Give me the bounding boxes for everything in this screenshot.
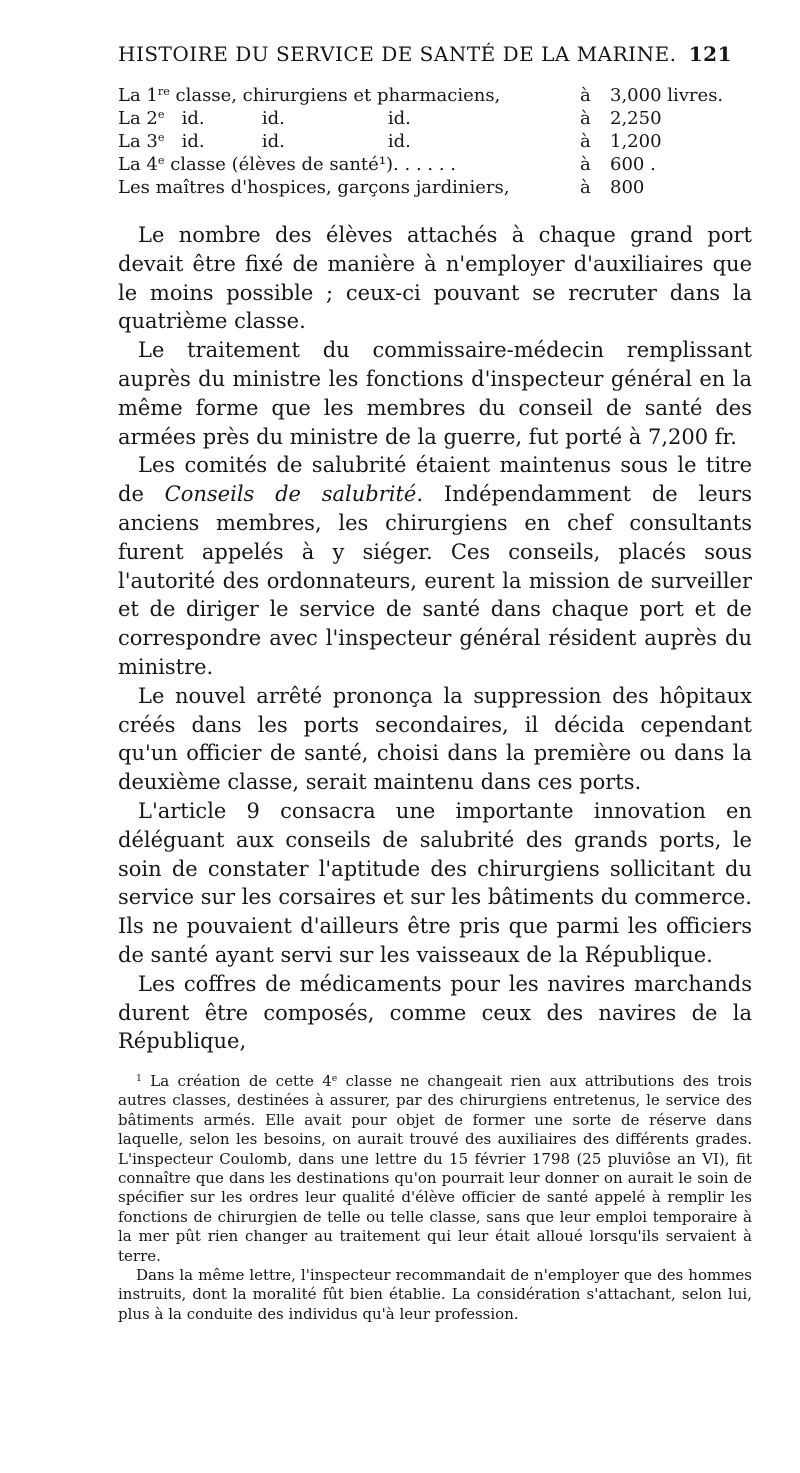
- salary-label: La 4: [118, 154, 158, 175]
- salary-row: [118, 107, 723, 130]
- footnote-text: La création de cette 4: [141, 1072, 332, 1090]
- salary-label: La 3: [118, 131, 158, 152]
- salary-description: id. id. id.: [164, 108, 411, 129]
- salary-description: id. id. id.: [164, 131, 411, 152]
- page-number: 121: [688, 42, 732, 66]
- paragraph: Le nouvel arrêté prononça la suppression des hôpitaux créés dans les ports secondaires, il décida cependant qu'un officier de santé, choisi dans la première ou dans la deuxième classe, serait maintenu dans ces ports.: [118, 683, 752, 795]
- paragraph: Les coffres de médicaments pour les navires marchands durent être composés, comme ceux des navires de la République,: [118, 971, 752, 1054]
- salary-row: [118, 130, 723, 153]
- footnote: Dans la même lettre, l'inspecteur recommandait de n'employer que des hommes instruits, dont la moralité fût bien établie. La considération s'attachant, selon lui, plus à la conduite des individus qu'à leur profession.: [118, 1266, 752, 1323]
- salary-row: [118, 176, 723, 199]
- paragraph: [118, 451, 752, 681]
- ordinal-suffix: re: [157, 84, 170, 98]
- body-text: [118, 221, 752, 1056]
- salary-amount: 800: [610, 177, 645, 198]
- paragraph: Le nombre des élèves attachés à chaque grand port devait être fixé de manière à n'employer d'auxiliaires que le moins possible ; ceux-ci pouvant se recruter dans la quatrième classe.: [118, 223, 752, 334]
- italic-term: Conseils de salubrité.: [164, 482, 424, 507]
- paragraph-text: Indépendamment de leurs anciens membres, les chirurgiens en chef consultants furent appelés à y siéger. Ces conseils, placés sous l'autorité des ordonnateurs, eurent la mission de surveiller et de diriger le service de santé dans chaque port et de correspondre avec l'inspecteur général résident auprès du ministre.: [118, 482, 752, 679]
- footnote: [118, 1072, 752, 1266]
- running-header: [118, 42, 732, 66]
- footnote-text: classe ne changeait rien aux attributions des trois autres classes, destinées à assurer, par des chirurgiens entretenus, le service des bâtiments armés. Elle avait pour objet de former une sorte de réserve dans laquelle, selon les besoins, on aurait trouvé des auxiliaires des différents grades. L'inspecteur Coulomb, dans une lettre du 15 février 1798 (25 pluviôse an VI), fit connaître que dans les destinations qu'on pourrait leur donner on aurait le soin de spécifier sur les ordres leur qualité d'élève officier de santé appelé à remplir les fonctions de chirurgien de telle ou telle classe, sans que leur emploi temporaire à la mer pût rien changer au traitement qui leur était alloué lorsqu'ils servaient à terre.: [118, 1072, 753, 1265]
- footnotes: [118, 1072, 752, 1324]
- salary-label: La 2: [118, 108, 158, 129]
- salary-preposition: à: [580, 131, 591, 152]
- salary-label: La 1: [118, 85, 158, 106]
- salary-amount: 2,250: [610, 108, 662, 129]
- footnote-marker: 1: [136, 1072, 142, 1084]
- ordinal-suffix: e: [331, 1072, 338, 1084]
- salary-preposition: à: [580, 85, 591, 106]
- running-title: HISTOIRE DU SERVICE DE SANTÉ DE LA MARINE.: [118, 42, 677, 66]
- salary-preposition: à: [580, 154, 591, 175]
- salary-preposition: à: [580, 108, 591, 129]
- paragraph-text: Les comités de salubrité étaient maintenus sous le titre de: [118, 453, 752, 507]
- salary-description: classe (élèves de santé¹). . . . . .: [164, 154, 456, 175]
- paragraph: Le traitement du commissaire-médecin remplissant auprès du ministre les fonctions d'inspecteur général en la même forme que les membres du conseil de santé des armées près du ministre de la guerre, fut porté à 7,200 fr.: [118, 338, 752, 449]
- salary-label: Les maîtres d'hospices, garçons jardiniers,: [118, 177, 510, 198]
- salary-amount: 600 .: [610, 154, 656, 175]
- ordinal-suffix: e: [157, 153, 165, 167]
- salary-amount: 3,000 livres.: [610, 85, 724, 106]
- salary-preposition: à: [580, 177, 591, 198]
- salary-amount: 1,200: [610, 131, 662, 152]
- ordinal-suffix: e: [157, 107, 165, 121]
- salary-row: [118, 153, 723, 176]
- salary-description: classe, chirurgiens et pharmaciens,: [169, 85, 501, 106]
- salary-row: [118, 84, 723, 107]
- salary-table: [118, 84, 723, 199]
- paragraph: L'article 9 consacra une importante innovation en déléguant aux conseils de salubrité des grands ports, le soin de constater l'aptitude des chirurgiens sollicitant du service sur les corsaires et sur les bâtiments du commerce. Ils ne pouvaient d'ailleurs être pris que parmi les officiers de santé ayant servi sur les vaisseaux de la République.: [118, 798, 752, 967]
- ordinal-suffix: e: [157, 130, 165, 144]
